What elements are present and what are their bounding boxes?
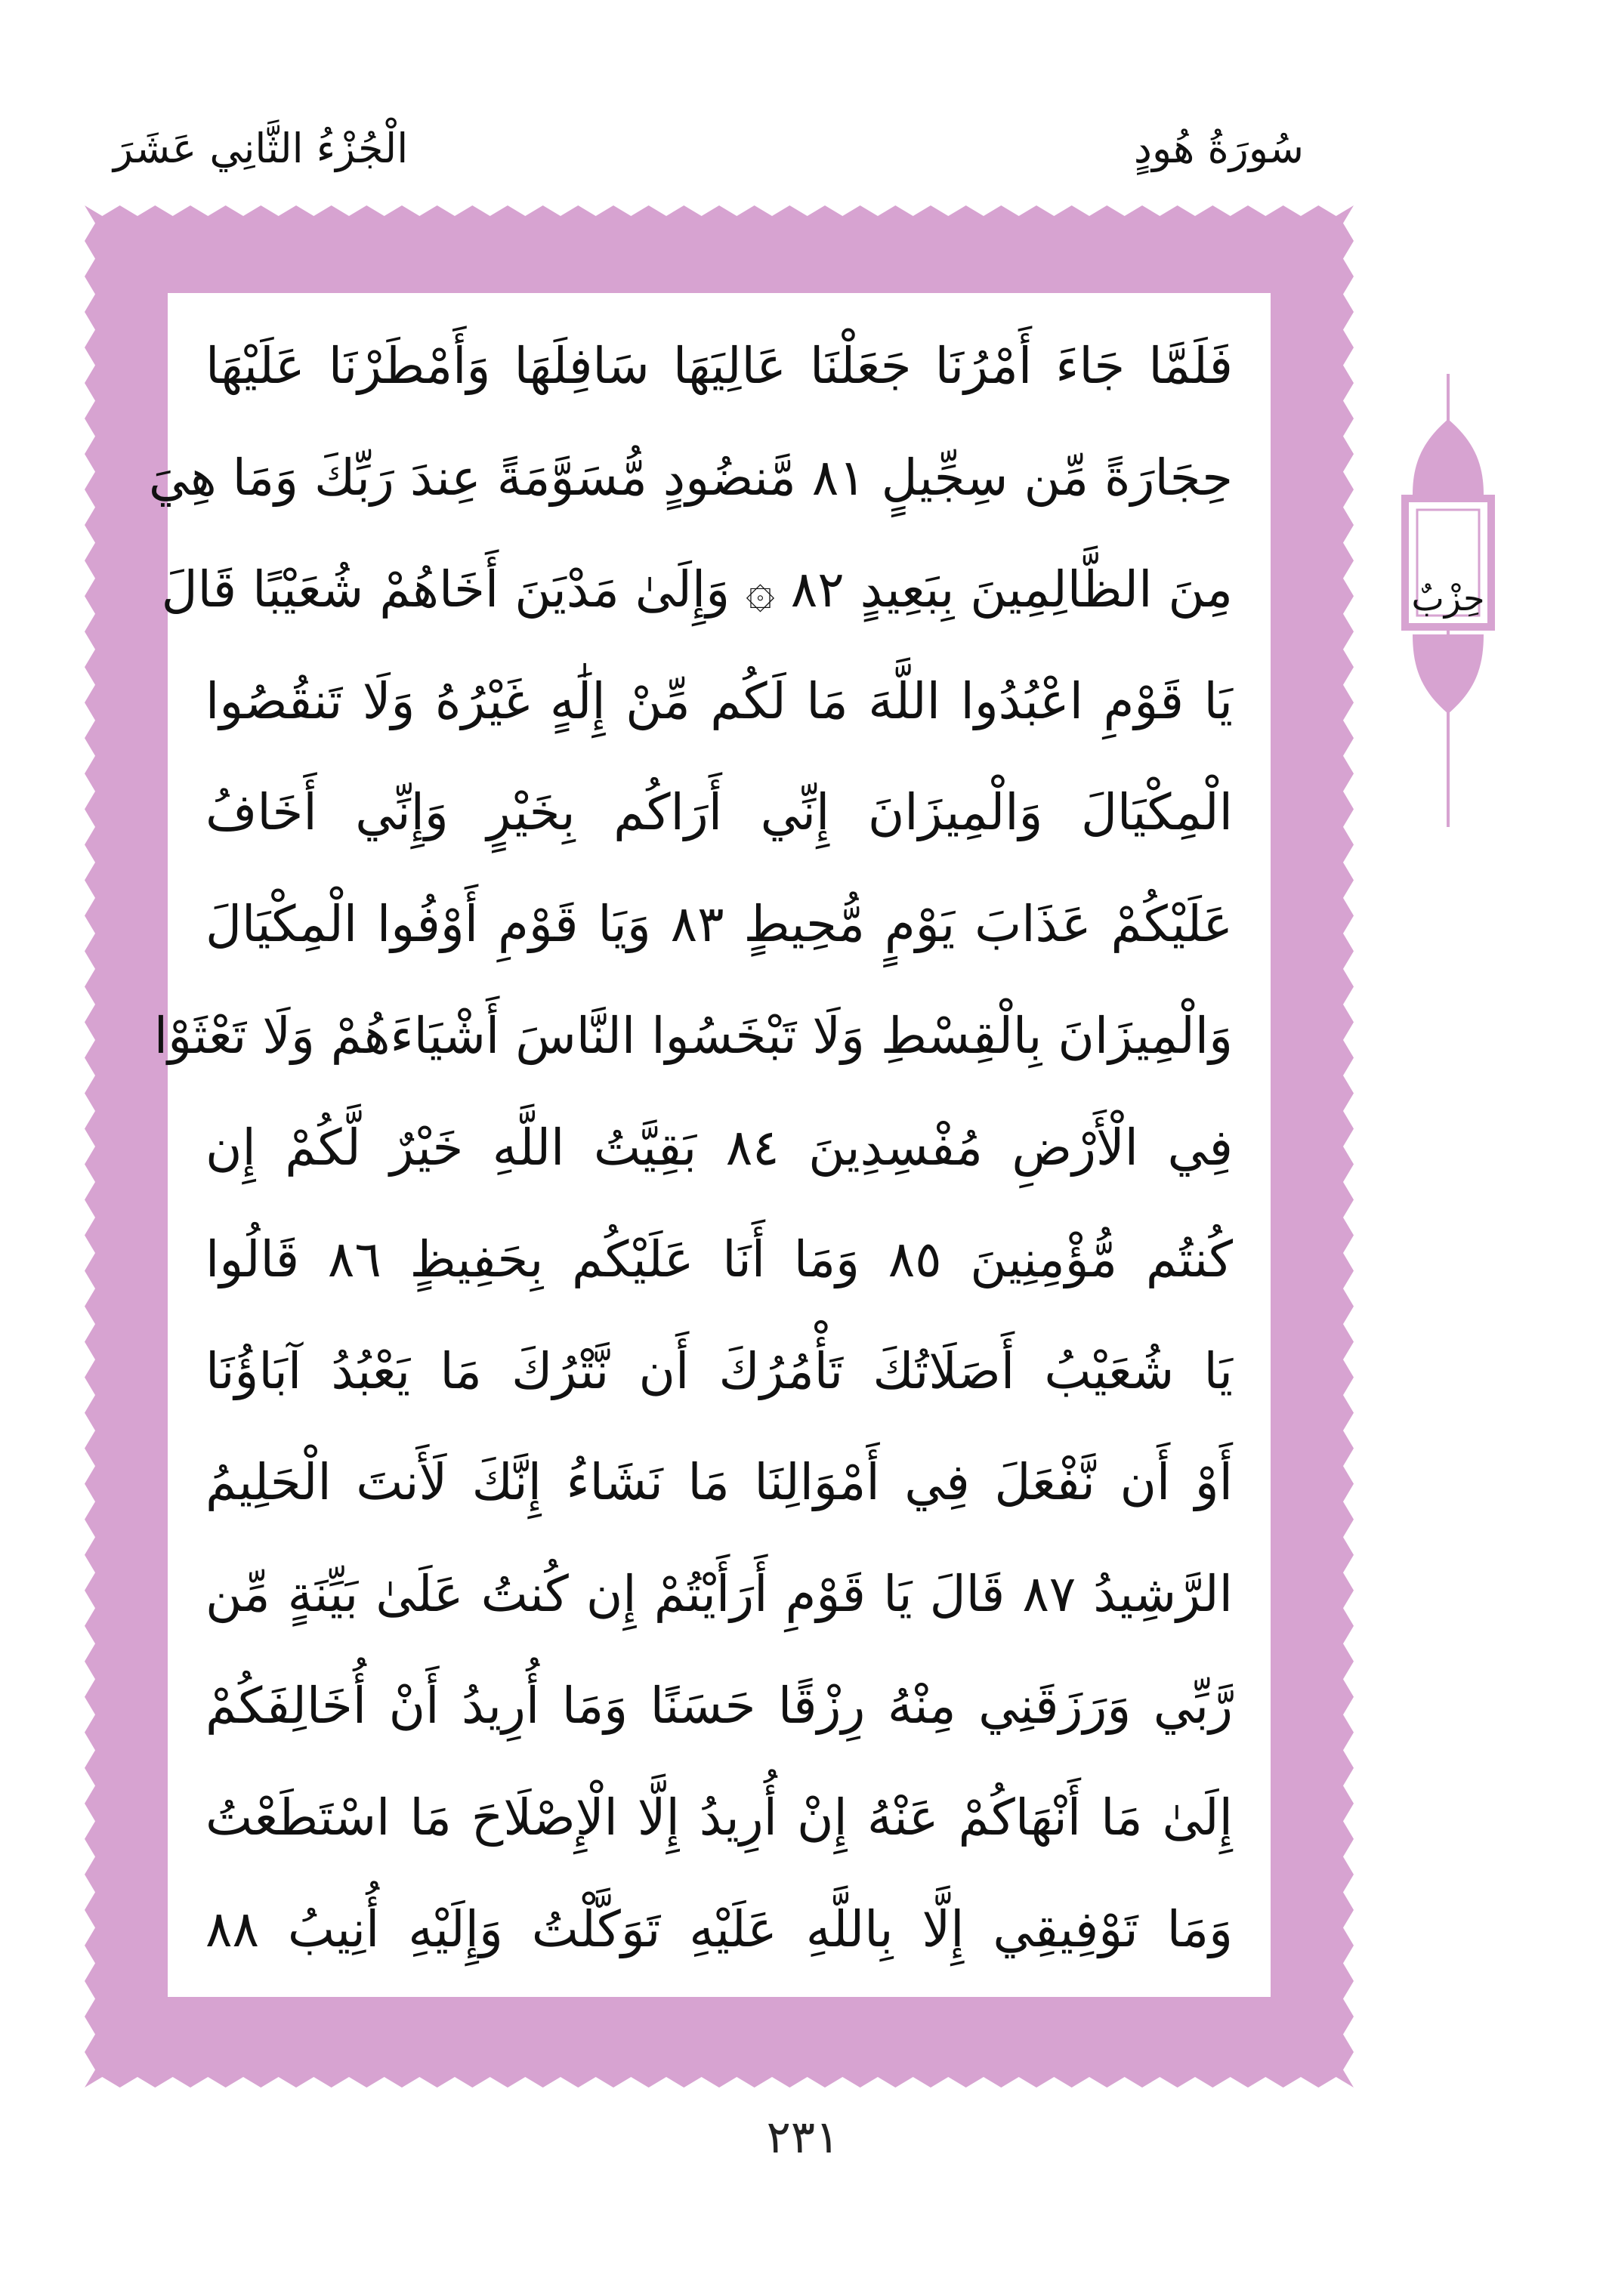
verse-line: أَوْ أَن نَّفْعَلَ فِي أَمْوَالِنَا مَا نَشَاءُ إِنَّكَ لَأَنتَ الْحَلِيمُ [205, 1453, 1233, 1512]
verse-line: رَّبِّي وَرَزَقَنِي مِنْهُ رِزْقًا حَسَنًا وَمَا أُرِيدُ أَنْ أُخَالِفَكُمْ [205, 1677, 1233, 1736]
verse-line: وَالْمِيزَانَ بِالْقِسْطِ وَلَا تَبْخَسُوا النَّاسَ أَشْيَاءَهُمْ وَلَا تَعْثَوْا [153, 1007, 1233, 1066]
verse-line: فِي الْأَرْضِ مُفْسِدِينَ ٨٤ بَقِيَّتُ اللَّهِ خَيْرٌ لَّكُمْ إِن [205, 1118, 1234, 1177]
verse-line: حِجَارَةً مِّن سِجِّيلٍ ٨١ مَّنضُودٍ مُّسَوَّمَةً عِندَ رَبِّكَ وَمَا هِيَ [148, 448, 1233, 507]
verse-line: كُنتُم مُّؤْمِنِينَ ٨٥ وَمَا أَنَا عَلَيْكُم بِحَفِيظٍ ٨٦ قَالُوا [205, 1230, 1233, 1288]
hizb-label: حِزْبٌ [1411, 578, 1485, 619]
verse-line: يَا شُعَيْبُ أَصَلَاتُكَ تَأْمُرُكَ أَن نَّتْرُكَ مَا يَعْبُدُ آبَاؤُنَا [205, 1341, 1233, 1400]
juz-name: الْجُزْءُ الثَّانِي عَشَرَ [113, 125, 409, 172]
verse-line: فَلَمَّا جَاءَ أَمْرُنَا جَعَلْنَا عَالِيَهَا سَافِلَهَا وَأَمْطَرْنَا عَلَيْهَا [205, 337, 1233, 395]
verse-line: الْمِكْيَالَ وَالْمِيزَانَ إِنِّي أَرَاكُم بِخَيْرٍ وَإِنِّي أَخَافُ [205, 783, 1233, 842]
verse-lines [148, 317, 1234, 1979]
page-number: ٢٣١ [766, 2111, 840, 2164]
verse-line: عَلَيْكُمْ عَذَابَ يَوْمٍ مُّحِيطٍ ٨٣ وَيَا قَوْمِ أَوْفُوا الْمِكْيَالَ [205, 895, 1233, 954]
verse-line: الرَّشِيدُ ٨٧ قَالَ يَا قَوْمِ أَرَأَيْتُمْ إِن كُنتُ عَلَىٰ بَيِّنَةٍ مِّن [205, 1565, 1234, 1624]
verse-line: إِلَىٰ مَا أَنْهَاكُمْ عَنْهُ إِنْ أُرِيدُ إِلَّا الْإِصْلَاحَ مَا اسْتَطَعْتُ [205, 1788, 1233, 1847]
verse-line: يَا قَوْمِ اعْبُدُوا اللَّهَ مَا لَكُم مِّنْ إِلَٰهٍ غَيْرُهُ وَلَا تَنقُصُوا [205, 671, 1233, 730]
verse-line: مِنَ الظَّالِمِينَ بِبَعِيدٍ ٨٢ ۞ وَإِلَىٰ مَدْيَنَ أَخَاهُمْ شُعَيْبًا قَالَ [161, 560, 1233, 619]
surah-name: سُورَةُ هُودٍ [1133, 125, 1304, 172]
verse-line: وَمَا تَوْفِيقِي إِلَّا بِاللَّهِ عَلَيْهِ تَوَكَّلْتُ وَإِلَيْهِ أُنِيبُ ٨٨ [205, 1899, 1233, 1958]
